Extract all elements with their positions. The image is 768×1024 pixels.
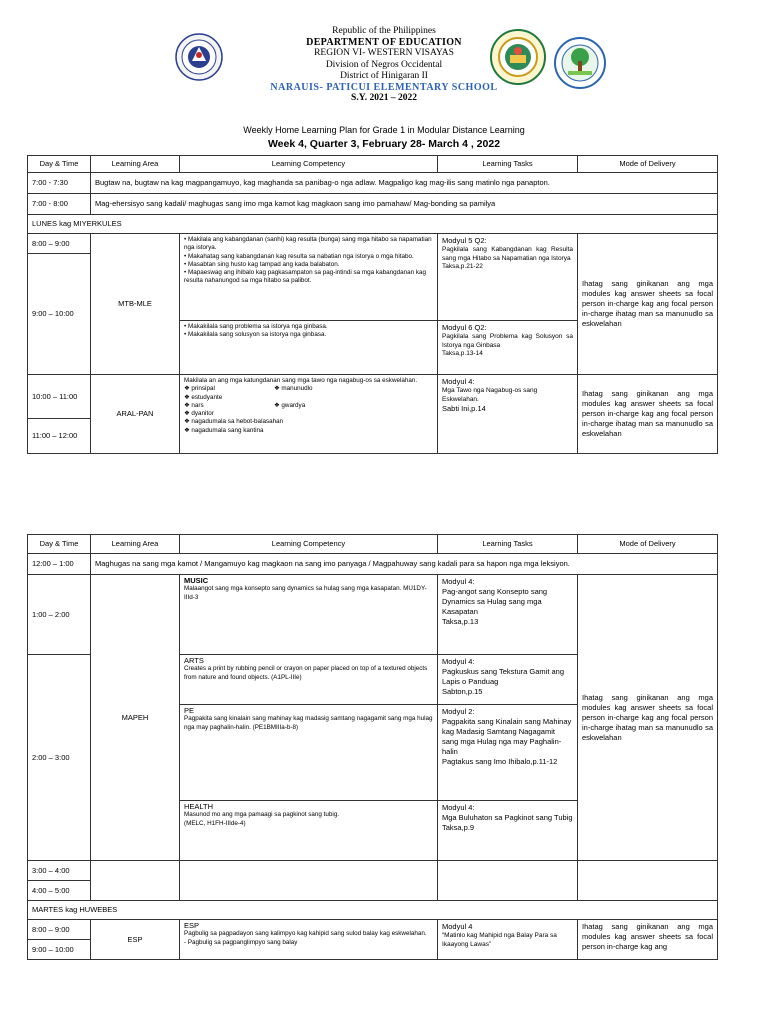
col-header-learning-competency: Learning Competency — [180, 535, 438, 554]
ap-items-row — [184, 385, 433, 402]
col-header-learning-area: Learning Area — [91, 535, 180, 554]
routine-text: Bugtaw na, bugtaw na kag magpangamuyo, kag maghanda sa panibag-o nga adlaw. Magpaligo kag mag-ilis sang matinlo nga panapton. — [91, 173, 718, 194]
time-cell: 7:00 - 8:00 — [28, 194, 91, 215]
ap-item: ❖ prinsipal — [184, 385, 215, 393]
task-cell: Modyul 4: Mga Buluhaton sa Pagkinot sang Tubig Taksa,p.9 — [438, 801, 578, 861]
ap-items-row — [184, 402, 433, 419]
col-header-day-time: Day & Time — [28, 156, 91, 173]
ap-item: ❖ dyanitor — [184, 410, 214, 418]
header-republic: Republic of the Philippines — [332, 26, 436, 36]
area-head: HEALTH — [184, 802, 214, 811]
competency-item: Creates a print by rubbing pencil or crayon on paper placed on top of a textured objects from nature and found objects. (A1PL-IIIe) — [184, 665, 428, 681]
section-label: MARTES kag HUWEBES — [28, 901, 718, 920]
col-header-learning-tasks: Learning Tasks — [438, 156, 578, 173]
plan-title: Weekly Home Learning Plan for Grade 1 in Modular Distance Learning — [243, 125, 525, 135]
task-head: Modyul 6 Q2: — [442, 323, 487, 332]
empty-cell — [180, 861, 438, 901]
competency-item: - Pagbulig sa pagpanglimpyo sang balay — [184, 938, 298, 946]
empty-cell — [91, 861, 180, 901]
task-page: Sabti Ini,p.14 — [442, 404, 486, 413]
task-cell — [438, 234, 578, 321]
area-head: MUSIC — [184, 576, 209, 585]
header-region: REGION VI- WESTERN VISAYAS — [314, 48, 454, 59]
col-header-day-time: Day & Time — [28, 535, 91, 554]
time-cell: 4:00 – 5:00 — [28, 881, 91, 901]
competency-cell-arts — [180, 655, 438, 705]
task-body: Pagkilala sang Problema kag Solusyon sa Istorya nga Ginbasa — [442, 333, 573, 349]
task-head: Modyul 4 — [442, 922, 473, 931]
task-cell — [438, 321, 578, 375]
routine-text: Maghugas na sang mga kamot / Mangamuyo kag magkaon na sang imo panyaga / Magpahuway sang kadali para sa hapon nga mga leksiyon. — [91, 554, 718, 575]
task-head: Modyul 5 Q2: — [442, 236, 487, 245]
empty-cell — [578, 861, 718, 901]
task-body: Pagkilala sang Kabangdanan kag Resulta sang mga Hitabo sa Napamatian nga Istorya — [442, 246, 573, 262]
col-header-learning-tasks: Learning Tasks — [438, 535, 578, 554]
col-header-learning-competency: Learning Competency — [180, 156, 438, 173]
header-department: DEPARTMENT OF EDUCATION — [306, 37, 462, 49]
col-header-mode-of-delivery: Mode of Delivery — [578, 535, 718, 554]
competency-cell-esp — [180, 920, 438, 960]
competency-cell — [180, 234, 438, 321]
ap-item: ❖ nagadumala sa hebot-balasahan — [184, 418, 284, 426]
learning-area-ap: ARAL-PAN — [91, 375, 180, 454]
ap-item: ❖ estudyante — [184, 393, 223, 401]
header-school-year: S.Y. 2021 – 2022 — [351, 93, 417, 104]
letterhead — [0, 26, 768, 104]
competency-item: • Mapaeswag ang ihibalo kag pagkasampaton sa pag-intindi sa mga kabangdanan kag resulta nahanungod sa mga hitabo sa palibot. — [184, 269, 427, 285]
time-cell: 12:00 – 1:00 — [28, 554, 91, 575]
week-title: Week 4, Quarter 3, February 28- March 4 , 2022 — [267, 138, 501, 150]
time-cell: 8:00 – 9:00 — [28, 234, 91, 254]
ap-item: ❖ manunudlo — [274, 385, 313, 393]
header-district: District of Hinigaran II — [340, 70, 428, 81]
task-cell: Modyul 4: Pagkuskus sang Tekstura Gamit ang Lapis o Panduag Sabton,p.15 — [438, 655, 578, 705]
task-page: Taksa,p.21-22 — [442, 263, 483, 270]
competency-item: Pagbulig sa pagpadayon sang kalimpyo kag kahipid sang sulod balay kag eskwelahan. — [184, 930, 427, 938]
col-header-mode-of-delivery: Mode of Delivery — [578, 156, 718, 173]
area-head: ESP — [184, 921, 200, 930]
task-cell — [438, 920, 578, 960]
competency-item: • Makakilala sang problema sa istorya nga ginbasa. — [184, 323, 328, 330]
competency-item: • Makilala ang kabangdanan (sanhi) kag resulta (bunga) sang mga hitabo sa napamatian nga istorya. — [184, 236, 432, 252]
time-cell: 7:00 - 7:30 — [28, 173, 91, 194]
time-cell: 11:00 – 12:00 — [28, 419, 91, 454]
task-cell: Modyul 2: Pagpakita sang Kinalain sang Mahinay kag Madasig Samtang Nagagamit sang mga Hulag nga may Paghalin-halin Pagtakus sang Imo Ihibalo,p.11-12 — [438, 705, 578, 801]
competency-cell — [180, 321, 438, 375]
learning-area-mtb: MTB-MLE — [91, 234, 180, 375]
ap-item: ❖ nars — [184, 401, 204, 409]
ap-item: ❖ gwardya — [274, 401, 306, 409]
task-body: Mga Tawo nga Nagabug-os sang Eskwelahan. — [442, 387, 538, 403]
delivery-cell: Ihatag sang ginikanan ang mga modules kag answer sheets sa focal person in-charge kag ang focal person in-charge ihatag man sa manunudlo sa eskwelahan — [578, 234, 718, 375]
competency-item: Pagpakita sang kinalain sang mahinay kag madasig samtang nagagamit sang mga hulag nga may paghalin-halin. (PE1BMIIIa-b-8) — [184, 715, 433, 731]
competency-cell-pe — [180, 705, 438, 801]
learning-area-esp: ESP — [91, 920, 180, 960]
area-head: PE — [184, 706, 195, 715]
time-cell: 1:00 – 2:00 — [28, 575, 91, 655]
competency-item: Masunod mo ang mga pamaagi sa pagkinot sang tubig. (MELC, H1FH-IIIde-4) — [184, 811, 340, 827]
time-cell: 10:00 – 11:00 — [28, 375, 91, 419]
time-cell: 9:00 – 10:00 — [28, 254, 91, 375]
task-page: Taksa,p.13-14 — [442, 350, 483, 357]
time-cell: 2:00 – 3:00 — [28, 655, 91, 861]
competency-cell — [180, 375, 438, 454]
empty-cell — [438, 861, 578, 901]
task-head: Modyul 4: — [442, 377, 475, 386]
header-school: NARAUIS- PATICUI ELEMENTARY SCHOOL — [270, 82, 498, 94]
competency-item: • Makahatag sang kabangdanan kag resulta sa nabatian nga istorya o mga hitabo. — [184, 252, 414, 260]
task-cell — [438, 375, 578, 454]
competency-cell-health — [180, 801, 438, 861]
area-head: ARTS — [184, 656, 204, 665]
task-body: “Matinlo kag Mahipid nga Balay Para sa Ikaayong Lawas” — [442, 932, 557, 948]
competency-item: • Masabtan sing husto kag tampad ang kada balabaton. — [184, 260, 340, 268]
col-header-learning-area: Learning Area — [91, 156, 180, 173]
time-cell: 3:00 – 4:00 — [28, 861, 91, 881]
competency-item: Malaangot sang mga konsepto sang dynamics sa hulag sang mga kasapatan. MU1DY-IIId-3 — [184, 585, 427, 601]
learning-plan-table-2 — [27, 534, 718, 960]
competency-item: Makilala an ang mga katungdanan sang mga tawo nga nagabug-os sa eskwelahan. — [184, 377, 418, 384]
routine-text: Mag-ehersisyo sang kadali/ maghugas sang imo mga kamot kag magkaon sang imo pamahaw/ Mag-bonding sa pamilya — [91, 194, 718, 215]
time-cell: 9:00 – 10:00 — [28, 940, 91, 960]
competency-cell-music — [180, 575, 438, 655]
learning-area-mapeh: MAPEH — [91, 575, 180, 861]
section-label: LUNES kag MIYERKULES — [28, 215, 718, 234]
delivery-cell: Ihatag sang ginikanan ang mga modules kag answer sheets sa focal person in-charge kag ang — [578, 920, 718, 960]
competency-item: • Makakilala sang solusyon sa istorya nga ginbasa. — [184, 331, 327, 339]
delivery-cell: Ihatag sang ginikanan ang mga modules kag answer sheets sa focal person in-charge kag ang focal person in-charge ihatag man sa manunudlo sa eskwelahan — [578, 375, 718, 454]
learning-plan-table-1 — [27, 155, 718, 454]
task-cell: Modyul 4: Pag-angot sang Konsepto sang Dynamics sa Hulag sang mga Kasapatan Taksa,p.13 — [438, 575, 578, 655]
ap-item: ❖ nagadumala sang kantina — [184, 426, 264, 434]
time-cell: 8:00 – 9:00 — [28, 920, 91, 940]
header-division: Division of Negros Occidental — [325, 59, 443, 70]
delivery-cell: Ihatag sang ginikanan ang mga modules kag answer sheets sa focal person in-charge kag ang focal person in-charge ihatag man sa manunudlo sa eskwelahan — [578, 575, 718, 861]
